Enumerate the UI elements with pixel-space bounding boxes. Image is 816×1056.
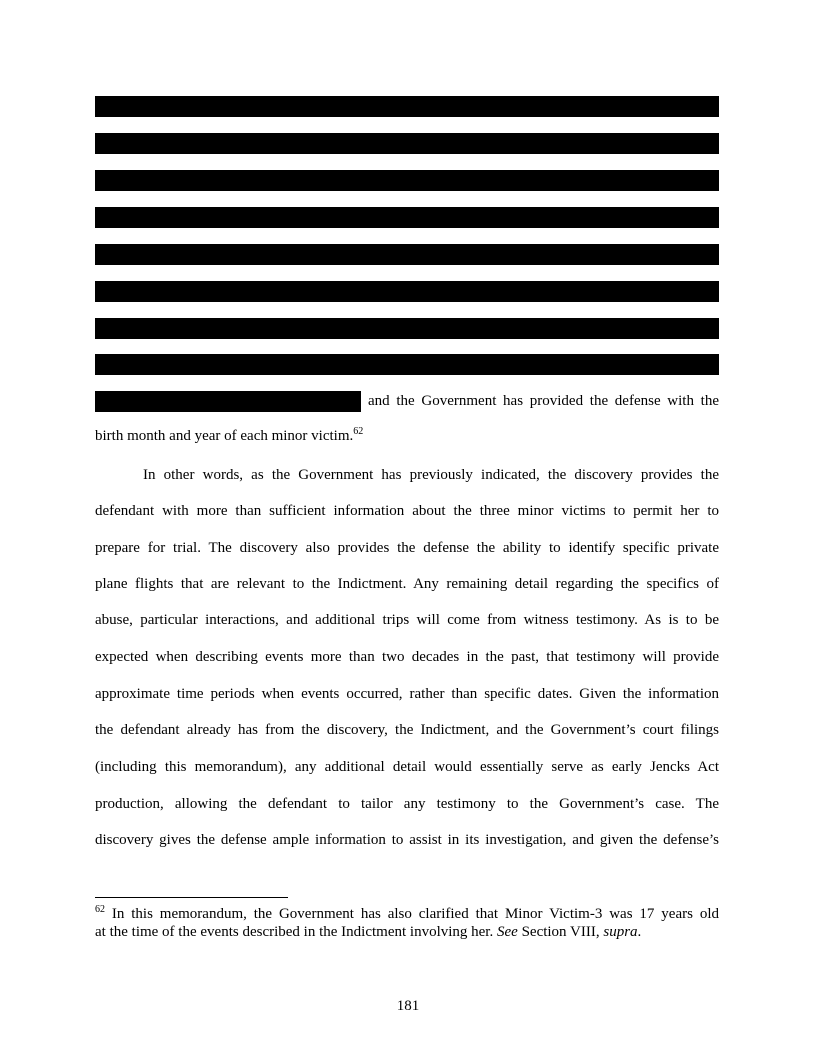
redaction-bar-partial (95, 391, 361, 412)
body-text-line: and the Government has provided the defense with the (368, 393, 719, 409)
body-text-line: In other words, as the Government has previously indicated, the discovery provides the (143, 467, 719, 483)
footnote-separator (95, 897, 288, 898)
footnote-reference: 62 (353, 426, 364, 437)
body-text: birth month and year of each minor victim. (95, 428, 354, 444)
footnote-line (95, 906, 719, 923)
body-text-line: (including this memorandum), any additional detail would essentially serve as early Jencks Act (95, 759, 719, 775)
footnote-signal-see: See (496, 924, 518, 940)
page-number: 181 (396, 998, 420, 1014)
redaction-bar (95, 96, 719, 117)
redaction-bar (95, 281, 719, 302)
footnote-text: In this memorandum, the Government has also clarified that Minor Victim-3 was 17 years old (105, 906, 719, 922)
body-text-line: expected when describing events more than two decades in the past, that testimony will provide (95, 649, 719, 665)
footnote-line (95, 924, 719, 941)
footnote-text: Section VIII, (517, 924, 604, 940)
body-text-line: abuse, particular interactions, and additional trips will come from witness testimony. As is to be (95, 612, 719, 628)
footnote-text: . (637, 924, 642, 940)
body-text-line: discovery gives the defense ample information to assist in its investigation, and given the defense’s (95, 832, 719, 848)
redaction-bar (95, 170, 719, 191)
footnote-number: 62 (95, 904, 105, 915)
body-text-line: approximate time periods when events occurred, rather than specific dates. Given the information (95, 686, 719, 702)
redaction-bar (95, 244, 719, 265)
redaction-bar (95, 354, 719, 375)
footnote-signal-supra: supra (603, 924, 638, 940)
body-text-line: prepare for trial. The discovery also provides the defense the ability to identify specific private (95, 540, 719, 556)
body-text-line: plane flights that are relevant to the Indictment. Any remaining detail regarding the specifics of (95, 576, 719, 592)
redaction-bar (95, 207, 719, 228)
redaction-bar (95, 318, 719, 339)
redaction-bar (95, 133, 719, 154)
body-text-line: the defendant already has from the discovery, the Indictment, and the Government’s court filings (95, 722, 719, 738)
footnote-text: at the time of the events described in the Indictment involving her. (95, 924, 497, 940)
body-text-line: defendant with more than sufficient information about the three minor victims to permit her to (95, 503, 719, 519)
body-text-line (95, 426, 719, 446)
body-text-line: production, allowing the defendant to tailor any testimony to the Government’s case. The (95, 796, 719, 812)
